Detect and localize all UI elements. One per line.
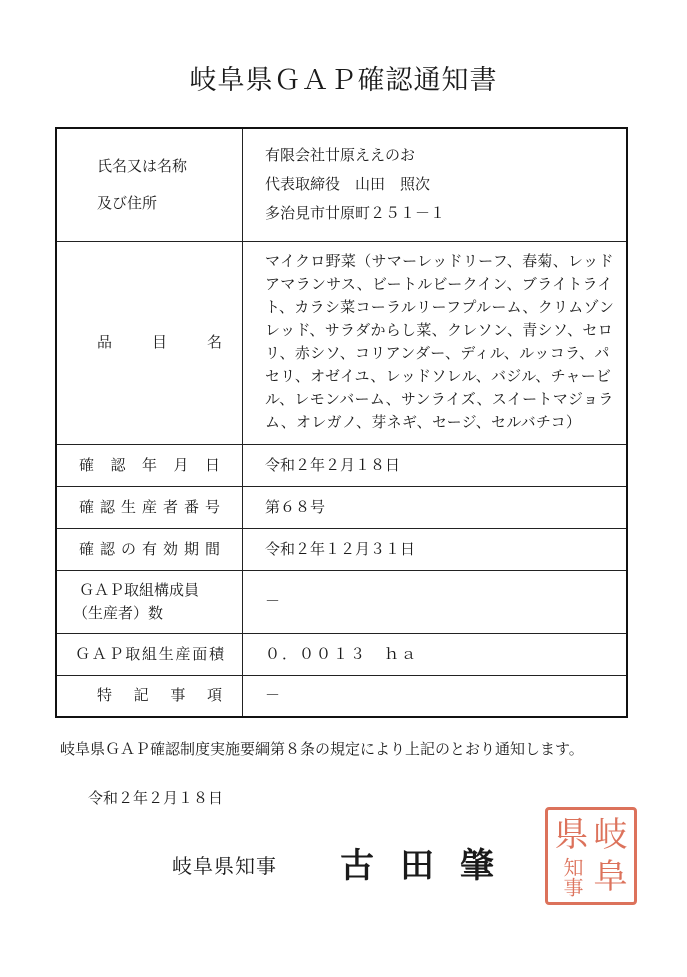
producer-no-value: 第６８号 <box>243 486 628 528</box>
seal-characters <box>552 814 630 898</box>
official-seal-stamp <box>545 807 637 905</box>
confirm-date-label-cell <box>56 444 243 486</box>
name-address-value <box>243 128 628 241</box>
notes-label: 特記事項 <box>97 686 222 705</box>
area-value: ０．００１３ ｈａ <box>243 633 628 675</box>
seal-character: 知事 <box>560 857 584 897</box>
seal-character: 阜 <box>593 857 628 897</box>
confirm-date-label: 確認年月日 <box>79 455 220 474</box>
area-label: ＧＡＰ取組生産面積 <box>75 644 224 663</box>
notice-date: 令和２年２月１８日 <box>88 789 224 807</box>
notes-label-cell <box>56 675 243 717</box>
valid-period-label: 確認の有効期間 <box>79 539 220 558</box>
issuer-name: 古田肇 <box>340 846 520 886</box>
notes-value: － <box>243 675 628 717</box>
members-value: － <box>243 570 628 633</box>
table-row <box>56 570 627 633</box>
company-name: 有限会社廿原ええのお <box>265 146 416 165</box>
confirm-date-value: 令和２年２月１８日 <box>243 444 628 486</box>
items-label: 品 目 名 <box>97 333 222 351</box>
address: 多治見市廿原町２５１－１ <box>265 204 446 223</box>
members-label-cell <box>56 570 243 633</box>
valid-period-value: 令和２年１２月３１日 <box>243 528 628 570</box>
area-label-cell <box>56 633 243 675</box>
document-title: 岐阜県ＧＡＰ確認通知書 <box>189 65 498 96</box>
producer-no-label: 確認生産者番号 <box>79 497 220 516</box>
table-row <box>56 444 627 486</box>
address-label: 及び住所 <box>97 193 158 212</box>
name-address-label <box>56 128 243 241</box>
seal-character: 県 <box>554 815 589 855</box>
members-label-sub: （生産者）数 <box>73 603 164 622</box>
table-row <box>56 675 627 717</box>
table-row <box>56 128 627 241</box>
name-label: 氏名又は名称 <box>97 156 188 175</box>
seal-character: 岐 <box>593 815 628 855</box>
certificate-table <box>55 127 628 718</box>
items-value: マイクロ野菜（サマーレッドリーフ、春菊、レッドアマランサス、ビートルビークイン、ブライトライト、カラシ菜コーラルリーフプルーム、クリムゾンレッド、サラダからし菜、クレソン、青シソ、セロリ、赤シソ、コリアンダー、ディル、ルッコラ、パセリ、オゼイユ、レッドソレル、バジル、チャービル、レモンバーム、サンライズ、スイートマジョラム、オレガノ、芽ネギ、セージ、セルバチコ） <box>265 251 615 431</box>
table-row <box>56 241 627 444</box>
table-row <box>56 486 627 528</box>
notice-statement: 岐阜県ＧＡＰ確認制度実施要綱第８条の規定により上記のとおり通知します。 <box>60 740 584 758</box>
items-value-cell <box>243 241 628 444</box>
issuer-title: 岐阜県知事 <box>172 854 277 878</box>
representative: 代表取締役 山田 照次 <box>265 175 431 194</box>
items-label-cell <box>56 241 243 444</box>
members-label: ＧＡＰ取組構成員 <box>79 580 200 599</box>
table-row <box>56 633 627 675</box>
table-row <box>56 528 627 570</box>
valid-period-label-cell <box>56 528 243 570</box>
producer-no-label-cell <box>56 486 243 528</box>
